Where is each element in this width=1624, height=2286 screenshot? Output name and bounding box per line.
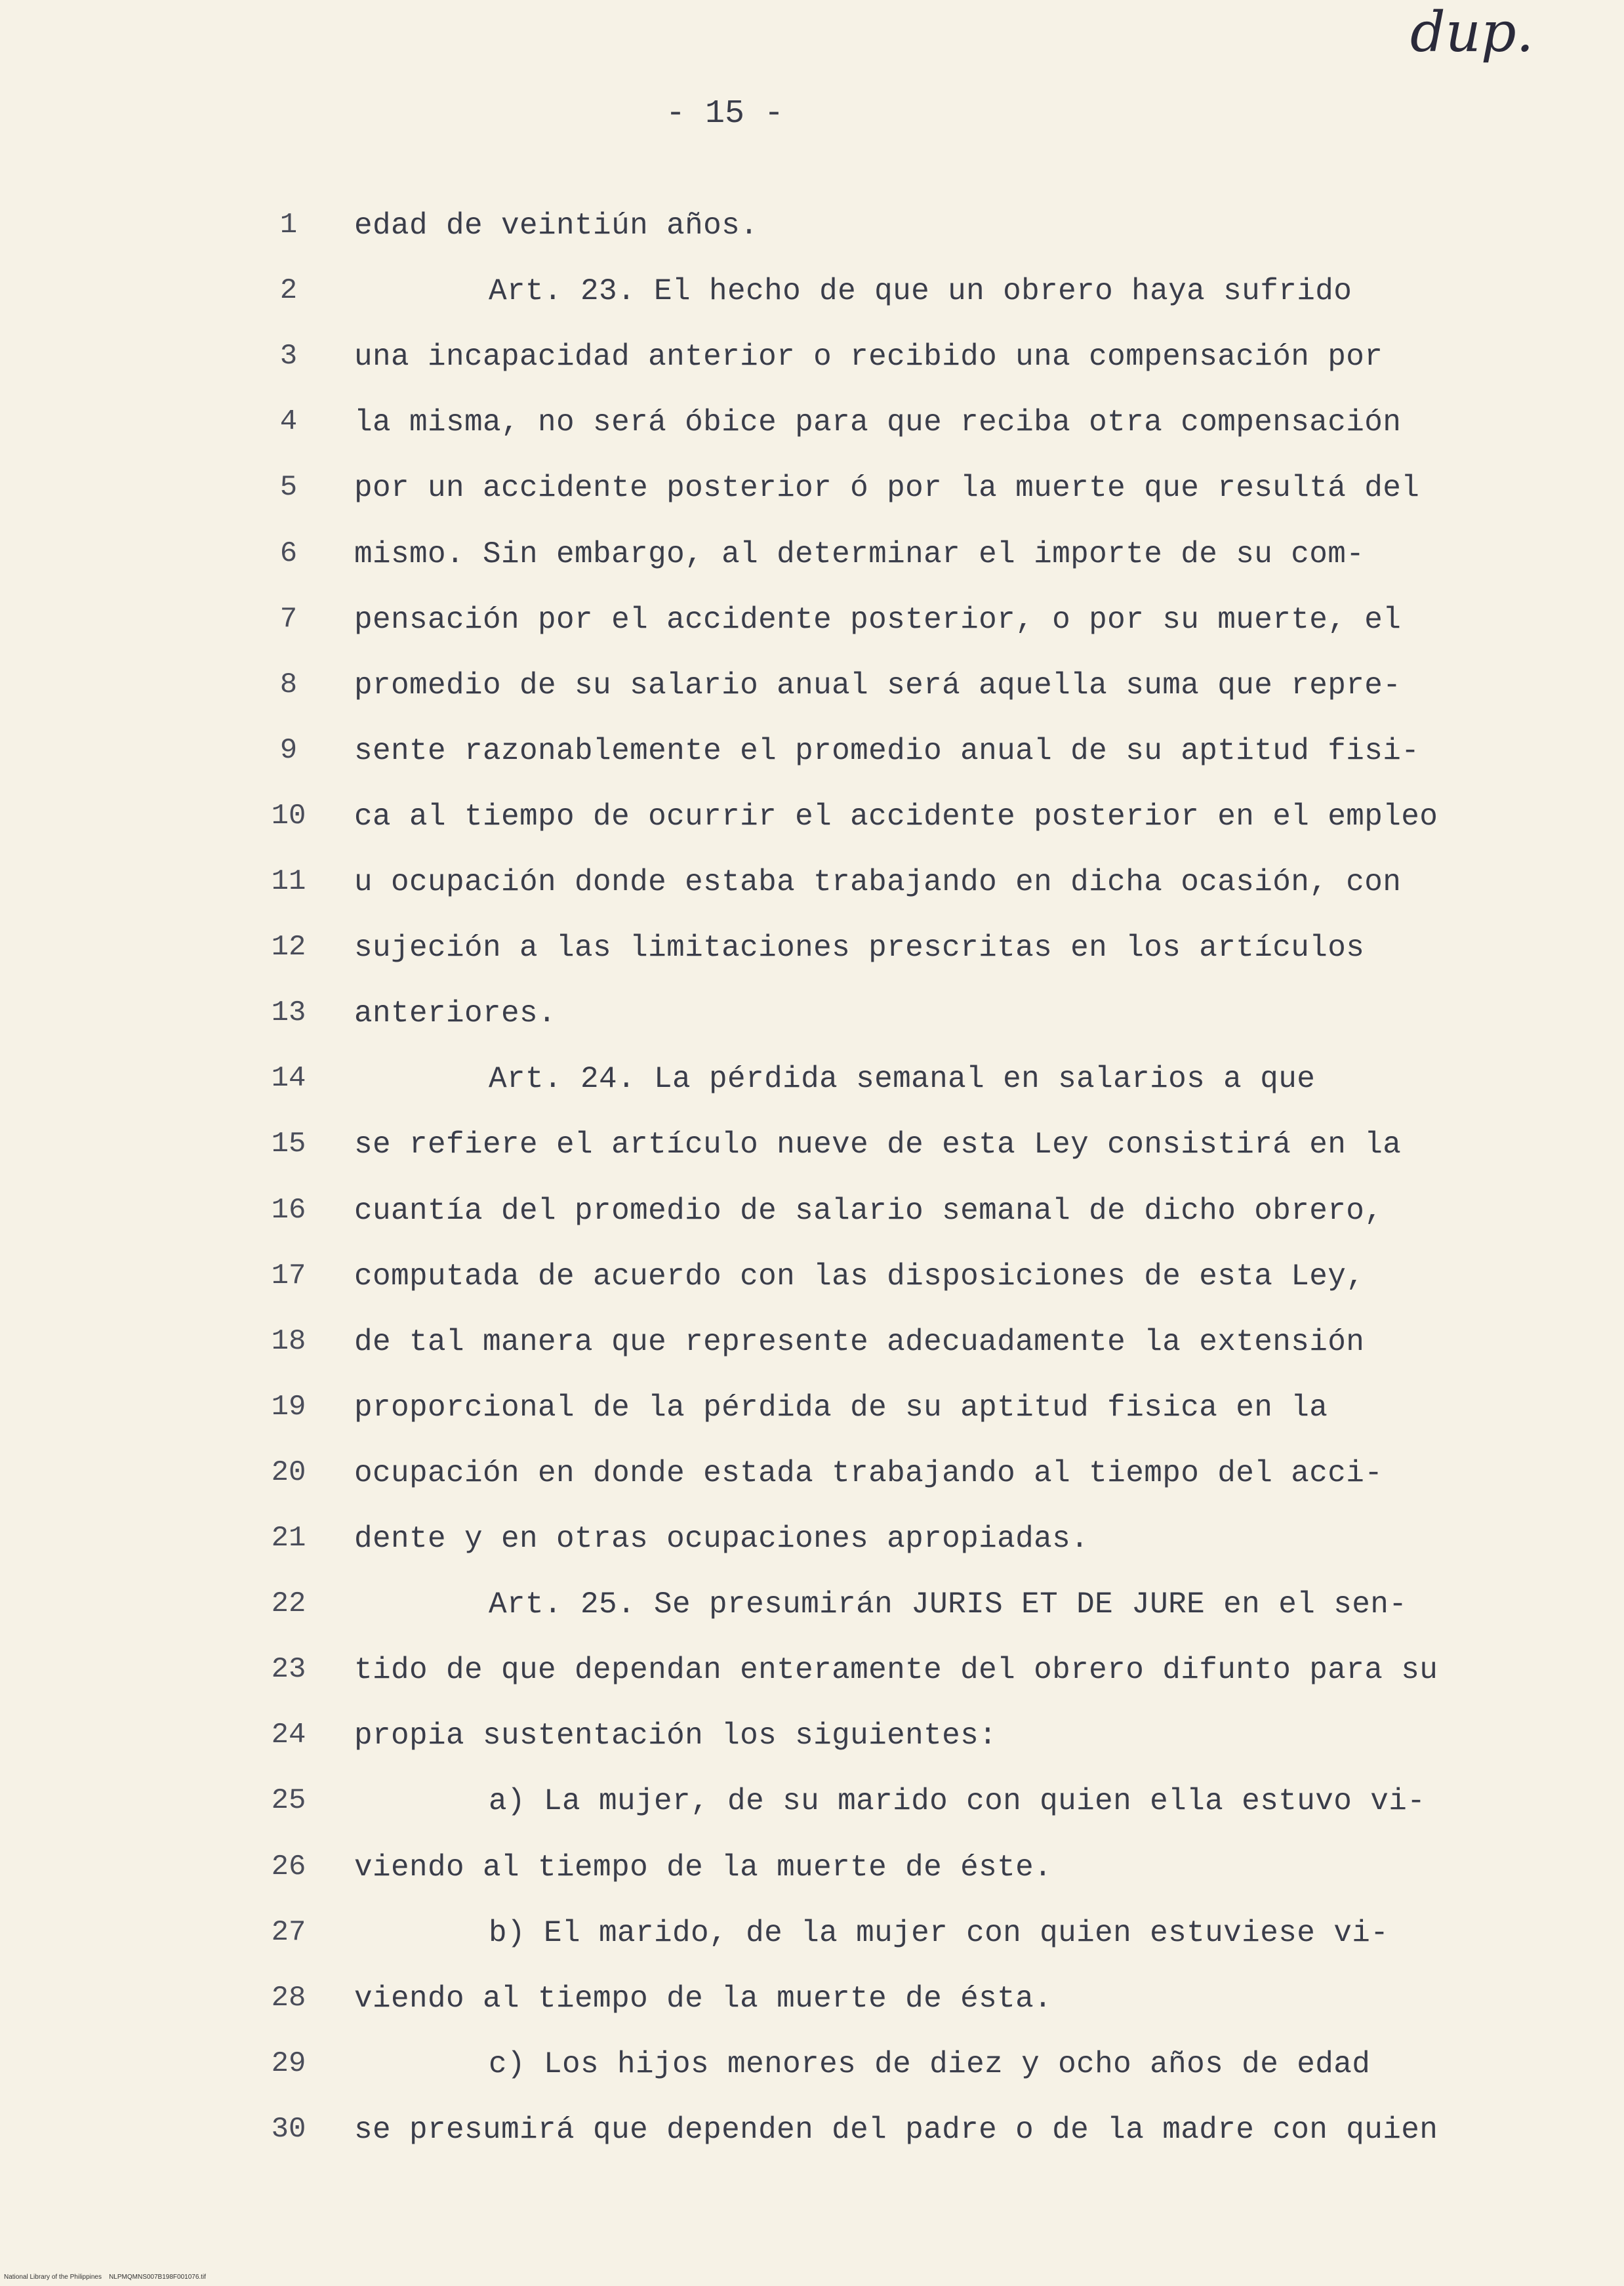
line-text: proporcional de la pérdida de su aptitud fisica en la xyxy=(354,1390,1328,1425)
line-text: a) La mujer, de su marido con quien ella estuvo vi- xyxy=(489,1784,1426,1819)
document-line xyxy=(0,1522,1443,1587)
document-line xyxy=(0,1456,1443,1522)
line-text: mismo. Sin embargo, al determinar el importe de su com- xyxy=(354,537,1365,571)
line-text: viendo al tiempo de la muerte de éste. xyxy=(354,1850,1053,1885)
line-text: ca al tiempo de ocurrir el accidente posterior en el empleo xyxy=(354,799,1438,834)
document-line xyxy=(0,1982,1443,2047)
line-text: se refiere el artículo nueve de esta Ley consistirá en la xyxy=(354,1128,1402,1162)
line-text: pensación por el accidente posterior, o por su muerte, el xyxy=(354,602,1402,637)
page-number: - 15 - xyxy=(665,95,784,133)
document-line xyxy=(0,1259,1443,1325)
line-number: 24 xyxy=(271,1719,306,1752)
document-line xyxy=(0,668,1443,734)
line-number: 2 xyxy=(279,274,298,308)
document-line xyxy=(0,1587,1443,1653)
line-number: 14 xyxy=(271,1062,306,1095)
document-line xyxy=(0,1325,1443,1391)
line-text: se presumirá que dependen del padre o de la madre con quien xyxy=(354,2112,1438,2147)
line-number: 15 xyxy=(271,1128,306,1161)
document-line xyxy=(0,1391,1443,1456)
scan-footer: National Library of the Philippines NLPMQMNS007B198F001076.tif xyxy=(4,2274,206,2281)
line-text: Art. 24. La pérdida semanal en salarios a que xyxy=(489,1062,1316,1097)
line-number: 20 xyxy=(271,1456,306,1489)
document-line xyxy=(0,1784,1443,1850)
document-line xyxy=(0,1850,1443,1916)
line-number: 5 xyxy=(279,471,298,504)
document-line xyxy=(0,1653,1443,1719)
line-text: ocupación en donde estada trabajando al tiempo del acci- xyxy=(354,1456,1383,1490)
line-text: c) Los hijos menores de diez y ocho años de edad xyxy=(489,2047,1371,2081)
line-number: 10 xyxy=(271,799,306,832)
line-text: de tal manera que represente adecuadamente la extensión xyxy=(354,1324,1365,1359)
document-line xyxy=(0,1062,1443,1128)
line-number: 16 xyxy=(271,1193,306,1227)
line-text: la misma, no será óbice para que reciba otra compensación xyxy=(354,405,1402,440)
line-text: propia sustentación los siguientes: xyxy=(354,1719,998,1753)
line-number: 22 xyxy=(271,1587,306,1621)
document-line xyxy=(0,603,1443,668)
document-line xyxy=(0,471,1443,537)
document-line xyxy=(0,1194,1443,1259)
line-text: Art. 25. Se presumirán JURIS ET DE JURE en el sen- xyxy=(489,1587,1408,1622)
line-number: 7 xyxy=(279,602,298,636)
document-line xyxy=(0,1128,1443,1193)
line-number: 28 xyxy=(271,1981,306,2014)
line-text: edad de veintiún años. xyxy=(354,209,759,243)
line-number: 23 xyxy=(271,1653,306,1686)
document-line xyxy=(0,1719,1443,1784)
line-text: promedio de su salario anual será aquella suma que repre- xyxy=(354,668,1402,703)
line-number: 12 xyxy=(271,931,306,964)
document-line xyxy=(0,274,1443,340)
document-line xyxy=(0,931,1443,996)
line-number: 25 xyxy=(271,1784,306,1818)
line-number: 17 xyxy=(271,1259,306,1292)
document-line xyxy=(0,996,1443,1062)
document-line xyxy=(0,2113,1443,2178)
line-text: por un accidente posterior ó por la muerte que resultá del xyxy=(354,471,1420,506)
line-number: 26 xyxy=(271,1850,306,1883)
line-text: Art. 23. El hecho de que un obrero haya sufrido xyxy=(489,274,1352,309)
line-number: 27 xyxy=(271,1915,306,1949)
line-text: computada de acuerdo con las disposiciones de esta Ley, xyxy=(354,1259,1365,1294)
line-number: 8 xyxy=(279,668,298,701)
document-line xyxy=(0,800,1443,865)
document-line xyxy=(0,537,1443,603)
line-text: sujeción a las limitaciones prescritas en los artículos xyxy=(354,931,1365,966)
line-text: anteriores. xyxy=(354,996,557,1031)
line-number: 18 xyxy=(271,1324,306,1358)
line-number: 19 xyxy=(271,1390,306,1423)
line-number: 11 xyxy=(271,865,306,898)
line-text: sente razonablemente el promedio anual de su aptitud fisi- xyxy=(354,733,1420,768)
line-number: 30 xyxy=(271,2112,306,2146)
document-line xyxy=(0,865,1443,931)
document-line xyxy=(0,209,1443,274)
line-number: 6 xyxy=(279,537,298,570)
line-number: 29 xyxy=(271,2047,306,2080)
handwritten-annotation: dup. xyxy=(1410,0,1534,64)
line-number: 3 xyxy=(279,340,298,373)
line-number: 9 xyxy=(279,733,298,767)
line-text: b) El marido, de la mujer con quien estuviese vi- xyxy=(489,1915,1389,1950)
document-line xyxy=(0,340,1443,405)
line-text: u ocupación donde estaba trabajando en dicha ocasión, con xyxy=(354,865,1402,899)
line-text: dente y en otras ocupaciones apropiadas. xyxy=(354,1522,1089,1556)
document-line xyxy=(0,734,1443,800)
document-line xyxy=(0,405,1443,471)
line-text: tido de que dependan enteramente del obrero difunto para su xyxy=(354,1653,1438,1688)
line-number: 1 xyxy=(279,209,298,241)
document-line xyxy=(0,1916,1443,1982)
line-text: viendo al tiempo de la muerte de ésta. xyxy=(354,1981,1053,2016)
document-line xyxy=(0,2047,1443,2113)
line-number: 13 xyxy=(271,996,306,1030)
line-number: 21 xyxy=(271,1522,306,1555)
line-text: una incapacidad anterior o recibido una compensación por xyxy=(354,340,1383,375)
line-text: cuantía del promedio de salario semanal de dicho obrero, xyxy=(354,1193,1383,1228)
line-number: 4 xyxy=(279,405,298,439)
